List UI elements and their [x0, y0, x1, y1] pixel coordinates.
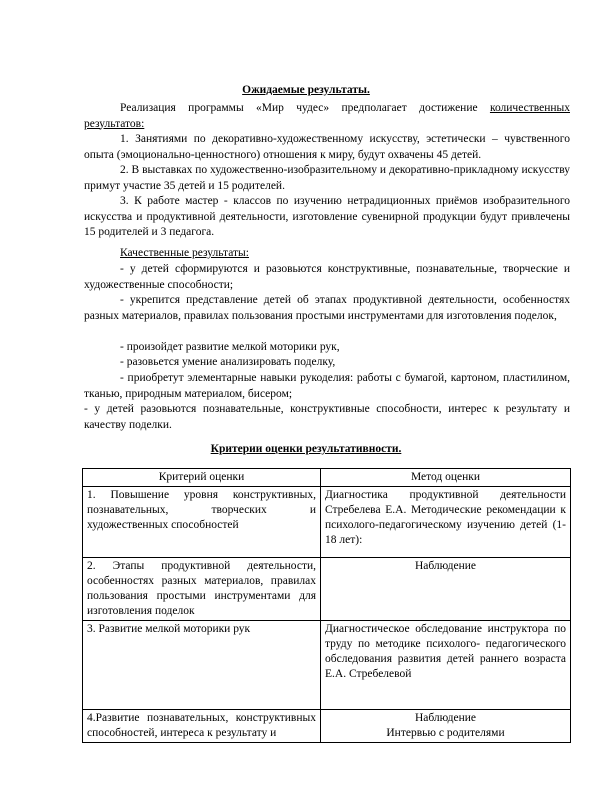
expected-results-title: Ожидаемые результаты. [242, 84, 370, 96]
quantitative-results-label: количественных результатов: [84, 102, 570, 130]
method-cell: Диагностическое обследование инструктора по труду по методике психолого- педагогического обследования развития детей раннего возраста Е.А. Стребелевой [321, 621, 571, 710]
intro-paragraph [84, 101, 570, 132]
quantitative-item-3: 3. К работе мастер - классов по изучению нетрадиционных приёмов изобразительного искусства и продуктивной деятельности, изготовление сувенирной продукции будут привлечены 15 родителей и 3 педагога. [84, 195, 570, 238]
qualitative-item-6: - у детей разовьются познавательные, конструктивные способности, интерес к результату и качеству поделки. [84, 403, 570, 431]
table-row [83, 621, 571, 710]
table-row [83, 558, 571, 621]
intro-text: Реализация программы «Мир чудес» предполагает достижение [120, 102, 490, 114]
criterion-cell: 2. Этапы продуктивной деятельности, особенностях разных материалов, правилах пользования простыми инструментами для изготовления поделок [83, 558, 321, 621]
table-header-row [83, 469, 571, 487]
criterion-cell: 3. Развитие мелкой моторики рук [83, 621, 321, 710]
qualitative-item-2: - укрепится представление детей об этапах продуктивной деятельности, особенностях разных материалов, правилах пользования простыми инструментами для изготовления поделок, [84, 294, 570, 322]
criterion-cell: 4.Развитие познавательных, конструктивных способностей, интереса к результату и [83, 710, 321, 743]
qualitative-item-3: - произойдет развитие мелкой моторики рук, [120, 341, 340, 353]
method-cell: Диагностика продуктивной деятельности Стребелева Е.А. Методические рекомендации к психолого-педагогическому изучению детей (1-18 лет): [321, 487, 571, 558]
method-cell: Наблюдение [321, 558, 571, 621]
quantitative-item-1: 1. Занятиями по декоративно-художественному искусству, эстетически – чувственного опыта (эмоционально-ценностного) отношения к миру, будут охвачены 45 детей. [84, 133, 570, 161]
qualitative-item-1: - у детей сформируются и разовьются конструктивные, познавательные, творческие и художественные способности; [84, 263, 570, 291]
method-cell [321, 710, 571, 743]
criterion-cell: 1. Повышение уровня конструктивных, познавательных, творческих и художественных способностей [83, 487, 321, 558]
qualitative-results-title: Качественные результаты: [120, 247, 249, 259]
table-row [83, 710, 571, 743]
criteria-title: Критерии оценки результативности. [210, 443, 402, 455]
qualitative-item-4: - разовьется умение анализировать поделку, [120, 356, 336, 368]
method-line: Наблюдение [414, 712, 477, 724]
method-line: Интервью с родителями [386, 727, 505, 739]
table-row [83, 487, 571, 558]
header-criterion: Критерий оценки [83, 469, 321, 487]
qualitative-item-5: - приобретут элементарные навыки рукоделия: работы с бумагой, картоном, пластилином, тканью, природным материалом, бисером; [84, 372, 570, 400]
criteria-table [82, 468, 571, 743]
header-method: Метод оценки [321, 469, 571, 487]
quantitative-item-2: 2. В выставках по художественно-изобразительному и декоративно-прикладному искусству примут участие 35 детей и 15 родителей. [84, 164, 570, 192]
